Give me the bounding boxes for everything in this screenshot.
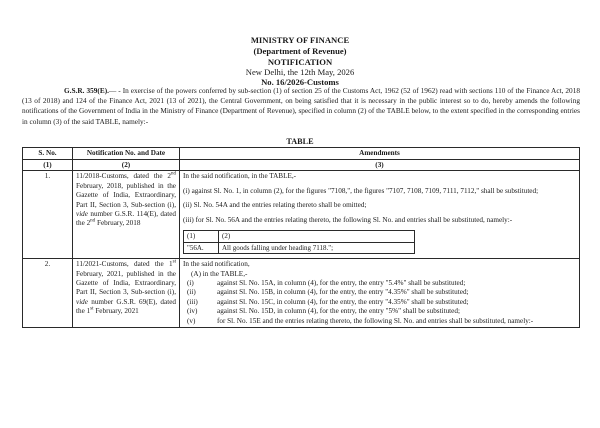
table-row [23, 171, 580, 259]
row2-sno: 2. [23, 259, 73, 328]
row1-item-iii: (iii) for Sl. No. 56A and the entries relating thereto, the following Sl. No. and entries shall be substituted, namely:- [183, 215, 513, 224]
department-heading: (Department of Revenue) [253, 46, 347, 56]
col-number-2: (2) [73, 160, 180, 171]
intro-text: — - In exercise of the powers conferred by sub-section (1) of section 25 of the Customs Act, 1962 (52 of 1962) read with sections 110 of the Finance Act, 2018 (13 of 2018) and 124 of the Finance Act, 2021 (13 of 2021), the Central Government, on being satisfied that it is necessary in the public interest so to do, hereby amends the following notifications of the Government of India in the Ministry of Finance (Department of Revenue), specified in column (2) of the TABLE below, to the extent specified in the corresponding entries in column (3) of the said TABLE, namely:- [22, 86, 581, 126]
sub-header-row: (1) (2) [184, 231, 415, 243]
col-header-amendments: Amendments [180, 148, 580, 160]
row2-item: (iii) against Sl. No. 15C, in column (4), for the entry, the entry "4.35%" shall be substituted; [187, 297, 469, 306]
intro-paragraph [22, 86, 580, 127]
row1-sno: 1. [23, 171, 73, 259]
notification-heading: NOTIFICATION [267, 57, 333, 67]
notification-number: No. 16/2026-Customs [261, 77, 339, 87]
col-number-1: (1) [23, 160, 73, 171]
substitution-table [183, 230, 415, 254]
col-header-sno: S. No. [23, 148, 73, 160]
table-row [23, 259, 580, 328]
row1-item-i: (i) against Sl. No. 1, in column (2), for the figures "7108,", the figures "7107, 7108, 7109, 7111, 7112," shall be substituted; [183, 186, 539, 195]
gsr-number: G.S.R. 359(E). [64, 86, 109, 95]
row1-item-ii: (ii) Sl. No. 54A and the entries relating thereto shall be omitted; [183, 201, 367, 210]
table-title: TABLE [286, 137, 314, 146]
ministry-heading: MINISTRY OF FINANCE [250, 35, 350, 45]
row2-item: (v) for Sl. No. 15E and the entries relating thereto, the following Sl. No. and entries shall be substituted, namely:- [187, 316, 534, 325]
table-header-row [23, 148, 580, 160]
row2-notification: 11/2021-Customs, dated the 1st February, 2021, published in the Gazette of India, Extraordinary, Part II, Section 3, Sub-section (i), vide number G.S.R. 69(E), dated the 1st February, 2021 [73, 259, 180, 328]
row2-item: (ii) against Sl. No. 15B, in column (4), for the entry, the entry "4.35%" shall be substituted; [187, 288, 469, 297]
row1-amendments [180, 171, 580, 259]
row2-part-a: (A) in the TABLE,- [191, 269, 248, 278]
row2-item: (i) against Sl. No. 15A, in column (4), for the entry, the entry "5.4%" shall be substituted; [187, 279, 466, 288]
place-date: New Delhi, the 12th May, 2026 [245, 67, 355, 77]
row2-intro: In the said notification, [183, 260, 250, 269]
row1-notification: 11/2018-Customs, dated the 2nd February, 2018, published in the Gazette of India, Extraordinary, Part II, Section 3, Sub-section (i), vide number G.S.R. 114(E), dated the 2nd February, 2018 [73, 171, 180, 259]
row1-intro: In the said notification, in the TABLE,- [183, 172, 297, 181]
col-header-notification: Notification No. and Date [73, 148, 180, 160]
sub-data-row: "56A. All goods falling under heading 7118."; [184, 242, 415, 254]
row2-item: (iv) against Sl. No. 15D, in column (4), for the entry, the entry "5%" shall be substituted; [187, 307, 460, 316]
row2-amendments [180, 259, 580, 328]
column-number-row [23, 160, 580, 171]
col-number-3: (3) [180, 160, 580, 171]
amendments-table [22, 147, 580, 328]
